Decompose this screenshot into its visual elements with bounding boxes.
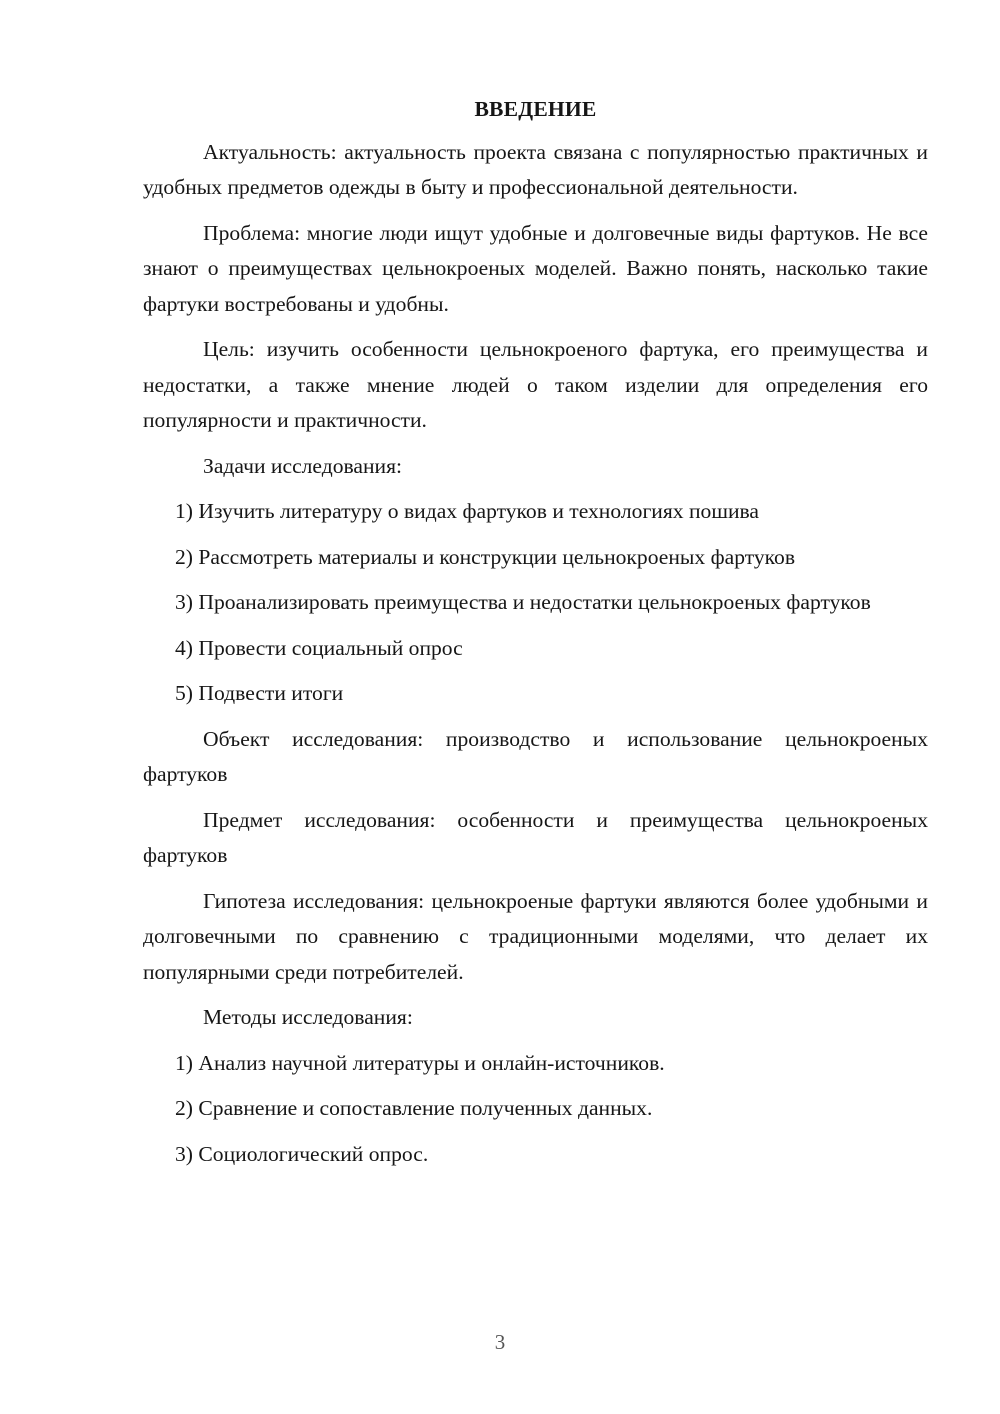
method-item: 1) Анализ научной литературы и онлайн-источников. <box>175 1050 665 1075</box>
tasks-title: Задачи исследования: <box>203 453 403 478</box>
page-number: 3 <box>494 1330 506 1354</box>
task-item: 5) Подвести итоги <box>175 681 344 705</box>
object-paragraph: Объект исследования: производство и использование цельнокроеных фартуков <box>143 726 928 786</box>
method-item: 2) Сравнение и сопоставление полученных данных. <box>175 1096 653 1120</box>
relevance-paragraph: Актуальность: актуальность проекта связана с популярностью практичных и удобных предметов одежды в быту и профессиональной деятельности. <box>143 139 928 199</box>
hypothesis-paragraph: Гипотеза исследования: цельнокроеные фартуки являются более удобными и долговечными по сравнению с традиционными моделями, что делает их популярными среди потребителей. <box>143 888 928 984</box>
task-item: 1) Изучить литературу о видах фартуков и технологиях пошива <box>175 499 760 523</box>
problem-paragraph: Проблема: многие люди ищут удобные и долговечные виды фартуков. Не все знают о преимуществах цельнокроеных моделей. Важно понять, насколько такие фартуки востребованы и удобны. <box>143 220 928 316</box>
page-content <box>143 92 928 1182</box>
goal-paragraph: Цель: изучить особенности цельнокроеного фартука, его преимущества и недостатки, а также мнение людей о таком изделии для определения его популярности и практичности. <box>143 337 928 432</box>
methods-title: Методы исследования: <box>203 1005 413 1029</box>
section-heading: ВВЕДЕНИЕ <box>474 97 597 121</box>
task-item: 2) Рассмотреть материалы и конструкции цельнокроеных фартуков <box>175 544 796 569</box>
task-item: 3) Проанализировать преимущества и недостатки цельнокроеных фартуков <box>175 590 871 614</box>
method-item: 3) Социологический опрос. <box>175 1141 429 1166</box>
subject-paragraph: Предмет исследования: особенности и преимущества цельнокроеных фартуков <box>143 807 928 867</box>
task-item: 4) Провести социальный опрос <box>175 635 463 660</box>
